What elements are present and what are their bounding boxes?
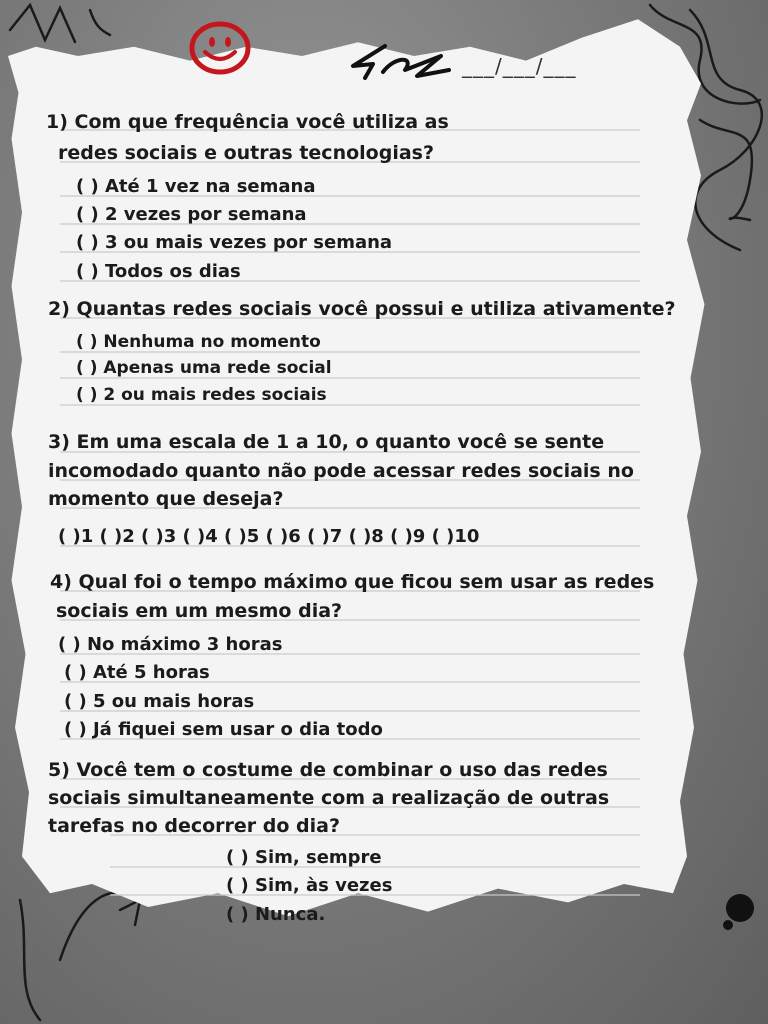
- question-5-option-2[interactable]: ( ) Sim, às vezes: [226, 875, 393, 896]
- question-4-option-2[interactable]: ( ) Até 5 horas: [64, 662, 210, 683]
- question-1-option-2[interactable]: ( ) 2 vezes por semana: [76, 204, 307, 225]
- question-2-line-1: 2) Quantas redes sociais você possui e utiliza ativamente?: [48, 298, 676, 320]
- question-1-option-1[interactable]: ( ) Até 1 vez na semana: [76, 176, 316, 197]
- question-5-option-3[interactable]: ( ) Nunca.: [226, 904, 326, 925]
- question-2-option-2[interactable]: ( ) Apenas uma rede social: [76, 358, 332, 378]
- question-2-option-3[interactable]: ( ) 2 ou mais redes sociais: [76, 385, 327, 405]
- question-4-line-1: 4) Qual foi o tempo máximo que ficou sem usar as redes: [50, 571, 655, 593]
- question-1-line-1: 1) Com que frequência você utiliza as: [46, 111, 449, 133]
- question-4-line-2: sociais em um mesmo dia?: [56, 600, 343, 622]
- question-1-line-2: redes sociais e outras tecnologias?: [58, 142, 434, 164]
- question-1-option-4[interactable]: ( ) Todos os dias: [76, 261, 241, 282]
- question-4-option-1[interactable]: ( ) No máximo 3 horas: [58, 634, 283, 655]
- smiley-face-icon: [188, 20, 252, 76]
- question-4-option-4[interactable]: ( ) Já fiquei sem usar o dia todo: [64, 719, 383, 740]
- question-5-line-3: tarefas no decorrer do dia?: [48, 815, 341, 837]
- question-5-line-2: sociais simultaneamente com a realização de outras: [48, 787, 610, 809]
- question-5-line-1: 5) Você tem o costume de combinar o uso das redes: [48, 759, 608, 781]
- date-line: ___/___/___: [462, 54, 577, 78]
- question-3-line-3: momento que deseja?: [48, 488, 284, 510]
- question-1-option-3[interactable]: ( ) 3 ou mais vezes por semana: [76, 232, 393, 253]
- question-3-line-2: incomodado quanto não pode acessar redes sociais no: [48, 460, 634, 482]
- signature-scribble-icon: [345, 42, 455, 86]
- question-3-scale-options[interactable]: ( )1 ( )2 ( )3 ( )4 ( )5 ( )6 ( )7 ( )8 ( )9 ( )10: [58, 526, 480, 547]
- question-5-option-1[interactable]: ( ) Sim, sempre: [226, 847, 382, 868]
- question-3-line-1: 3) Em uma escala de 1 a 10, o quanto você se sente: [48, 431, 605, 453]
- question-4-option-3[interactable]: ( ) 5 ou mais horas: [64, 691, 255, 712]
- question-2-option-1[interactable]: ( ) Nenhuma no momento: [76, 332, 321, 352]
